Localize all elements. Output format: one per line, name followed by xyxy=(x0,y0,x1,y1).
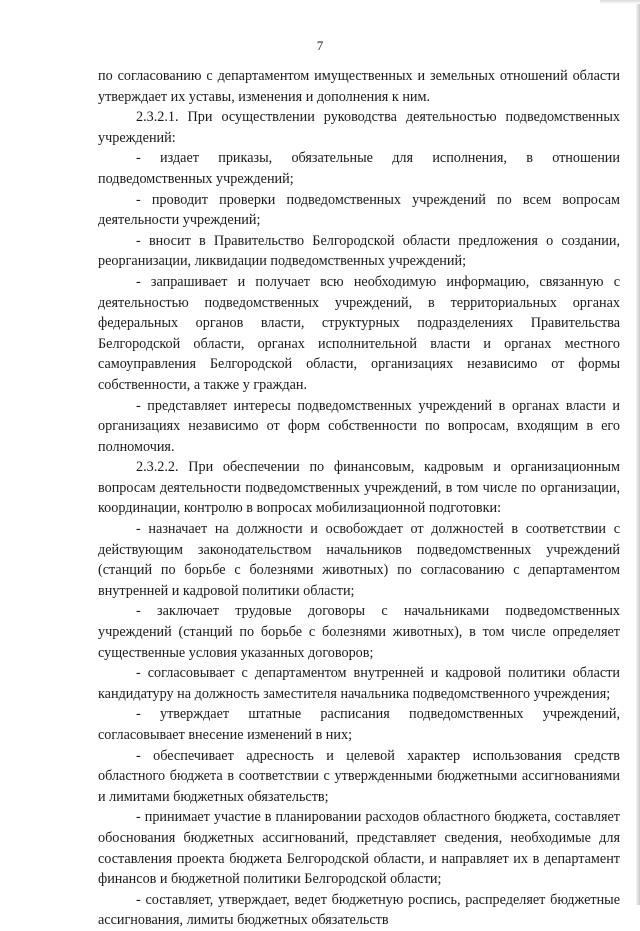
paragraph: по согласованию с департаментом имущественных и земельных отношений области утверждает их уставы, изменения и дополнения к ним. xyxy=(98,68,620,105)
list-item: - проводит проверки подведомственных учреждений по всем вопросам деятельности учреждений; xyxy=(98,191,620,229)
paragraph: 2.3.2.2. При обеспечении по финансовым, кадровым и организационным вопросам деятельности подведомственных учреждений, в том числе по организации, координации, контролю в вопросах мобилизационной подготовки: xyxy=(98,459,620,517)
scan-edge-shadow xyxy=(636,0,640,905)
list-item: - вносит в Правительство Белгородской области предложения о создании, реорганизации, ликвидации подведомственных учреждений; xyxy=(98,232,620,270)
page-number: 7 xyxy=(316,38,324,53)
list-item: - представляет интересы подведомственных учреждений в органах власти и организациях независимо от форм собственности по вопросам, входящим в его полномочия. xyxy=(98,397,620,455)
list-item: - согласовывает с департаментом внутренней и кадровой политики области кандидатуру на должность заместителя начальника подведомственного учреждения; xyxy=(98,665,620,702)
list-item: - запрашивает и получает всю необходимую информацию, связанную с деятельностью подведомственных учреждений, в территориальных органах федеральных органов власти, структурных подразделениях Правительства Белгородской области, органах исполнительной власти и органах местного самоуправления Белгородской области, организациях независимо от формы собственности, а также у граждан. xyxy=(98,273,620,393)
paragraph: 2.3.2.1. При осуществлении руководства деятельностью подведомственных учреждений: xyxy=(98,109,620,146)
document-body xyxy=(98,66,620,931)
list-item: - издает приказы, обязательные для исполнения, в отношении подведомственных учреждений; xyxy=(98,150,620,187)
scan-edge-top-shadow xyxy=(600,0,640,4)
list-item: - назначает на должности и освобождает от должностей в соответствии с действующим законодательством начальников подведомственных учреждений (станций по борьбе с болезнями животных) по согласованию с департаментом внутренней и кадровой политики области; xyxy=(98,521,620,599)
list-item: - составляет, утверждает, ведет бюджетную роспись, распределяет бюджетные ассигнования, лимиты бюджетных обязательств xyxy=(98,891,620,929)
list-item: - принимает участие в планировании расходов областного бюджета, составляет обоснования бюджетных ассигнований, представляет сведения, необходимые для составления проекта бюджета Белгородской области, и направляет их в департамент финансов и бюджетной политики Белгородской области; xyxy=(98,809,620,888)
list-item: - обеспечивает адресность и целевой характер использования средств областного бюджета в соответствии с утвержденными бюджетными ассигнованиями и лимитами бюджетных обязательств; xyxy=(98,747,620,805)
list-item: - утверждает штатные расписания подведомственных учреждений, согласовывает внесение изменений в них; xyxy=(98,706,620,743)
list-item: - заключает трудовые договоры с начальниками подведомственных учреждений (станций по борьбе с болезнями животных), в том числе определяет существенные условия указанных договоров; xyxy=(98,603,620,661)
